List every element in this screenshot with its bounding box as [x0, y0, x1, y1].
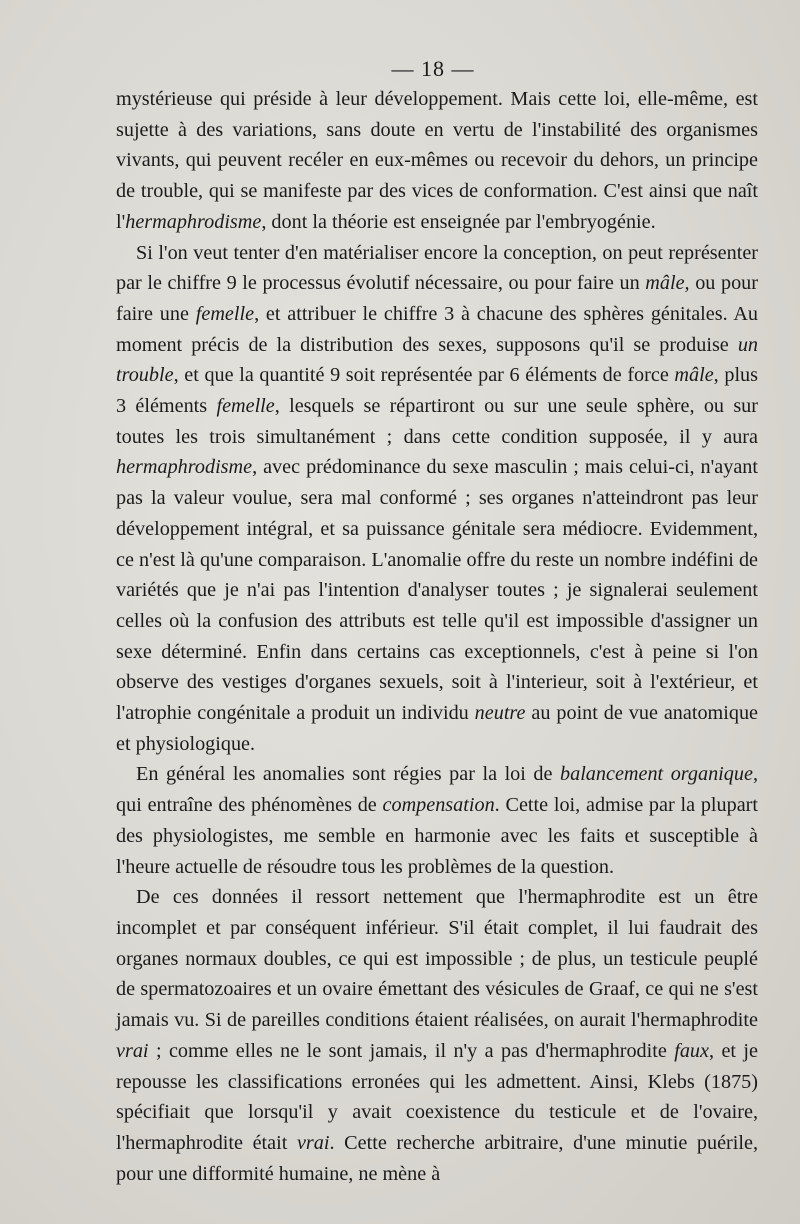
body-text: [116, 84, 758, 1189]
paragraph-4: [116, 882, 758, 1189]
paragraph-1: [116, 84, 758, 238]
text-run: ; comme elles ne le sont jamais, il n'y a pas d'hermaphrodite: [148, 1039, 675, 1062]
italic-text: hermaphrodisme: [125, 210, 262, 233]
italic-text: mâle,: [645, 272, 690, 295]
page-number: — 18 —: [391, 56, 475, 81]
text-run: De ces données il ressort nettement que l'hermaphrodite est un être incomplet et par conséquent inférieur. S'il était complet, il lui faudrait des organes normaux doubles, ce qui est impossible ; de plus, un testicule peuplé de spermatozoaires et un ovaire émettant des vésicules de Graaf, ce qui ne s'est jamais vu. Si de pareilles conditions étaient réalisées, on aurait l'hermaphrodite: [116, 886, 758, 1032]
italic-text: neutre: [474, 702, 526, 725]
text-run: , lesquels se répartiront ou sur une seule sphère, ou sur toutes les trois simultanément ; dans cette condition supposée, il y aura: [116, 395, 758, 448]
text-run: Si l'on veut tenter d'en matérialiser encore la conception, on peut représenter par le chiffre 9 le processus évolutif nécessaire, ou pour faire un: [116, 241, 758, 295]
italic-text: hermaphrodisme: [116, 456, 253, 479]
text-run: , et que la quantité 9 soit représentée par 6 éléments de force: [173, 364, 675, 387]
text-run: , plus 3 éléments: [116, 364, 759, 418]
italic-text: balancement organique: [560, 763, 753, 786]
paragraph-3: [116, 759, 758, 882]
text-run: . Cette loi, admise par la plupart des physiologistes, me semble en harmonie avec les faits et susceptible à l'heure actuelle de résoudre tous les problèmes de la question.: [116, 794, 758, 878]
italic-text: compensation: [382, 794, 495, 817]
text-run: , et je repousse les classifications erronées qui les admettent. Ainsi, Klebs (1875) spécifiait que lorsqu'il y avait coexistence du testicule et de l'ovaire, l'hermaphrodite était: [116, 1039, 758, 1154]
text-run: , et attribuer le chiffre 3 à chacune des sphères génitales. Au moment précis de la distribution des sexes, supposons qu'il se produise: [116, 302, 759, 356]
text-run: mystérieuse qui préside à leur développement. Mais cette loi, elle-même, est sujette à des variations, sans doute en vertu de l'instabilité des organismes vivants, qui peuvent recéler en eux-mêmes ou recevoir du dehors, un principe de trouble, qui se manifeste par des vices de conformation. C'est ainsi que naît l': [116, 88, 758, 233]
italic-text: un trouble: [116, 333, 758, 387]
text-run: , dont la théorie est enseignée par l'embryogénie.: [261, 210, 656, 233]
italic-text: faux: [674, 1039, 709, 1062]
text-run: En général les anomalies sont régies par la loi de: [136, 763, 561, 786]
italic-text: femelle: [216, 395, 275, 418]
text-run: au point de vue anatomique et physiologique.: [116, 702, 758, 755]
italic-text: mâle: [674, 364, 714, 387]
italic-text: vrai: [116, 1039, 149, 1062]
italic-text: vrai: [296, 1131, 330, 1154]
text-run: . Cette recherche arbitraire, d'une minutie puérile, pour une difformité humaine, ne mène à: [116, 1131, 758, 1185]
paragraph-2: [116, 238, 758, 760]
text-run: , avec prédominance du sexe masculin ; mais celui-ci, n'ayant pas la valeur voulue, sera mal conformé ; ses organes n'atteindront pas leur développement intégral, et sa puissance génitale sera médiocre. Evidemment, ce n'est là qu'une comparaison. L'anomalie offre du reste un nombre indéfini de variétés que je n'ai pas l'intention d'analyser toutes ; je signalerai seulement celles où la confusion des attributs est telle qu'il est impossible d'assigner un sexe déterminé. Enfin dans certains cas exceptionnels, c'est à peine si l'on observe des vestiges d'organes sexuels, soit à l'interieur, soit à l'extérieur, et l'atrophie congénitale a produit un individu: [116, 456, 758, 725]
italic-text: femelle: [195, 302, 255, 325]
text-run: ou pour faire une: [116, 272, 758, 325]
text-run: , qui entraîne des phénomènes de: [116, 763, 758, 817]
